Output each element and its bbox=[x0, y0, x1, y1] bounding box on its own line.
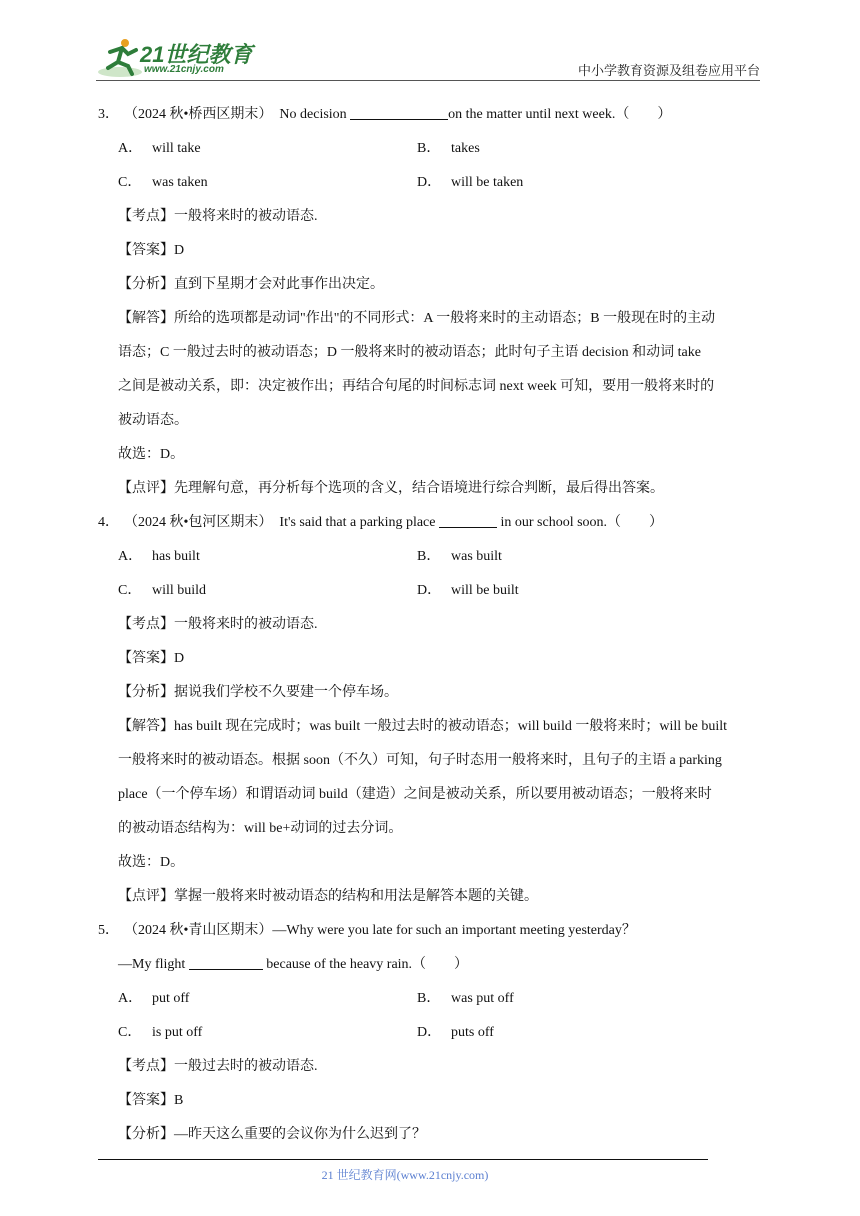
fenxi bbox=[98, 268, 768, 302]
option-text: puts off bbox=[451, 1025, 494, 1040]
options-row bbox=[98, 132, 768, 166]
question-stem-line2 bbox=[98, 948, 768, 982]
section-label: 【点评】 bbox=[118, 889, 174, 904]
option-d[interactable] bbox=[417, 574, 519, 608]
option-text: will build bbox=[152, 583, 207, 598]
jieda-line bbox=[118, 710, 768, 744]
section-label: 【解答】 bbox=[118, 311, 174, 326]
stem-text-before: —My flight bbox=[118, 957, 189, 972]
kaodian bbox=[98, 1050, 768, 1084]
answer-blank bbox=[350, 105, 448, 120]
section-label: 【分析】 bbox=[118, 685, 174, 700]
option-text: will be built bbox=[451, 583, 519, 598]
stem-text-after: because of the heavy rain.（ ） bbox=[262, 957, 469, 972]
option-c[interactable] bbox=[118, 166, 208, 200]
option-letter: A． bbox=[118, 991, 143, 1006]
option-text: is put off bbox=[152, 1025, 203, 1040]
options-row bbox=[98, 166, 768, 200]
jieda bbox=[98, 302, 768, 438]
fenxi bbox=[98, 676, 768, 710]
stem-text-before: It's said that a parking place bbox=[279, 515, 439, 530]
option-letter: D． bbox=[417, 175, 442, 190]
question-number: 5． bbox=[98, 923, 119, 938]
section-text: 一般将来时的被动语态. bbox=[174, 617, 318, 632]
section-label: 【考点】 bbox=[118, 617, 174, 632]
option-letter: D． bbox=[417, 583, 442, 598]
option-text: was taken bbox=[152, 175, 208, 190]
option-letter: C． bbox=[118, 1025, 142, 1040]
section-text: —昨天这么重要的会议你为什么迟到了？ bbox=[174, 1127, 426, 1142]
question-stem bbox=[98, 506, 768, 540]
option-a[interactable] bbox=[118, 132, 201, 166]
jieda bbox=[98, 710, 768, 846]
jieda-line: 的被动语态结构为：will be+动词的过去分词。 bbox=[118, 821, 403, 836]
platform-title: 中小学教育资源及组卷应用平台 bbox=[577, 63, 760, 78]
section-text: 据说我们学校不久要建一个停车场。 bbox=[174, 685, 398, 700]
section-label: 【分析】 bbox=[118, 1127, 174, 1142]
answer-blank bbox=[439, 513, 497, 528]
option-a[interactable] bbox=[118, 540, 200, 574]
jieda-text: has built 现在完成时；was built 一般过去时的被动语态；will build 一般将来时；will be built bbox=[174, 719, 727, 734]
question-source: （2024 秋•青山区期末） bbox=[124, 923, 273, 938]
header-divider bbox=[96, 80, 760, 81]
option-letter: B． bbox=[417, 991, 441, 1006]
stem-text-after: in our school soon.（ ） bbox=[496, 515, 664, 530]
section-label: 【考点】 bbox=[118, 209, 174, 224]
options-row bbox=[98, 1016, 768, 1050]
answer-value: D bbox=[174, 651, 185, 666]
options-row bbox=[98, 982, 768, 1016]
jieda-line: 一般将来时的被动语态。根据 soon（不久）可知，句子时态用一般将来时，且句子的主语 a parking bbox=[118, 753, 722, 768]
question-3 bbox=[98, 98, 768, 506]
option-letter: C． bbox=[118, 175, 142, 190]
option-c[interactable] bbox=[118, 1016, 202, 1050]
jieda-line: 之间是被动关系，即：决定被作出；再结合句尾的时间标志词 next week 可知，要用一般将来时的 bbox=[118, 379, 715, 394]
kaodian bbox=[98, 200, 768, 234]
footer-link[interactable]: 21 世纪教育网(www.21cnjy.com) bbox=[321, 1168, 489, 1182]
option-b[interactable] bbox=[417, 540, 502, 574]
question-5 bbox=[98, 914, 768, 1152]
logo-url: www.21cnjy.com bbox=[144, 64, 224, 75]
option-text: will be taken bbox=[451, 175, 524, 190]
options-row bbox=[98, 540, 768, 574]
option-d[interactable] bbox=[417, 166, 523, 200]
section-label: 【考点】 bbox=[118, 1059, 174, 1074]
kaodian bbox=[98, 608, 768, 642]
answer-blank bbox=[189, 955, 263, 970]
option-text: was put off bbox=[451, 991, 514, 1006]
option-letter: B． bbox=[417, 141, 441, 156]
section-label: 【分析】 bbox=[118, 277, 174, 292]
question-4 bbox=[98, 506, 768, 914]
option-text: will take bbox=[152, 141, 201, 156]
guxuan: 故选：D。 bbox=[118, 447, 185, 462]
dianping bbox=[98, 880, 768, 914]
option-b[interactable] bbox=[417, 982, 514, 1016]
question-source: （2024 秋•包河区期末） bbox=[124, 515, 273, 530]
runner-logo-icon bbox=[96, 36, 144, 80]
stem-text-after: on the matter until next week.（ ） bbox=[448, 107, 672, 122]
question-stem bbox=[98, 914, 768, 948]
answer-value: D bbox=[174, 243, 185, 258]
question-number: 3． bbox=[98, 107, 119, 122]
option-letter: A． bbox=[118, 141, 143, 156]
answer bbox=[98, 234, 768, 268]
question-number: 4． bbox=[98, 515, 119, 530]
dianping bbox=[98, 472, 768, 506]
answer-value: B bbox=[174, 1093, 184, 1108]
option-b[interactable] bbox=[417, 132, 480, 166]
answer bbox=[98, 642, 768, 676]
question-stem bbox=[98, 98, 768, 132]
jieda-line: 语态；C 一般过去时的被动语态；D 一般将来时的被动语态；此时句子主语 decision 和动词 take bbox=[118, 345, 701, 360]
option-text: takes bbox=[451, 141, 480, 156]
question-source: （2024 秋•桥西区期末） bbox=[124, 107, 273, 122]
jieda-line: place（一个停车场）和谓语动词 build（建造）之间是被动关系，所以要用被动语态；一般将来时 bbox=[118, 787, 712, 802]
options-row bbox=[98, 574, 768, 608]
option-letter: C． bbox=[118, 583, 142, 598]
logo-text: 21世纪教育 bbox=[140, 42, 253, 67]
section-text: 一般将来时的被动语态. bbox=[174, 209, 318, 224]
section-label: 【解答】 bbox=[118, 719, 174, 734]
section-label: 【答案】 bbox=[118, 1093, 174, 1108]
option-text: has built bbox=[152, 549, 200, 564]
page-header bbox=[96, 36, 760, 84]
option-c[interactable] bbox=[118, 574, 206, 608]
section-label: 【答案】 bbox=[118, 651, 174, 666]
option-d[interactable] bbox=[417, 1016, 494, 1050]
section-text: 先理解句意，再分析每个选项的含义，结合语境进行综合判断，最后得出答案。 bbox=[174, 481, 664, 496]
option-letter: B． bbox=[417, 549, 441, 564]
guxuan: 故选：D。 bbox=[118, 855, 185, 870]
option-text: put off bbox=[152, 991, 190, 1006]
fenxi bbox=[98, 1118, 768, 1152]
stem-text-before: —Why were you late for such an important meeting yesterday？ bbox=[272, 923, 636, 938]
option-letter: A． bbox=[118, 549, 143, 564]
site-logo[interactable] bbox=[96, 36, 266, 80]
option-text: was built bbox=[451, 549, 502, 564]
section-text: 直到下星期才会对此事作出决定。 bbox=[174, 277, 384, 292]
section-label: 【点评】 bbox=[118, 481, 174, 496]
section-text: 掌握一般将来时被动语态的结构和用法是解答本题的关键。 bbox=[174, 889, 538, 904]
jieda-text: 所给的选项都是动词"作出"的不同形式：A 一般将来时的主动语态；B 一般现在时的主动 bbox=[174, 311, 716, 326]
answer bbox=[98, 1084, 768, 1118]
section-label: 【答案】 bbox=[118, 243, 174, 258]
stem-text-before: No decision bbox=[279, 107, 351, 122]
jieda-line: 被动语态。 bbox=[118, 413, 188, 428]
jieda-line bbox=[118, 302, 768, 336]
footer-divider bbox=[98, 1159, 708, 1160]
option-a[interactable] bbox=[118, 982, 189, 1016]
section-text: 一般过去时的被动语态. bbox=[174, 1059, 318, 1074]
option-letter: D． bbox=[417, 1025, 442, 1040]
document-body bbox=[98, 98, 768, 1152]
